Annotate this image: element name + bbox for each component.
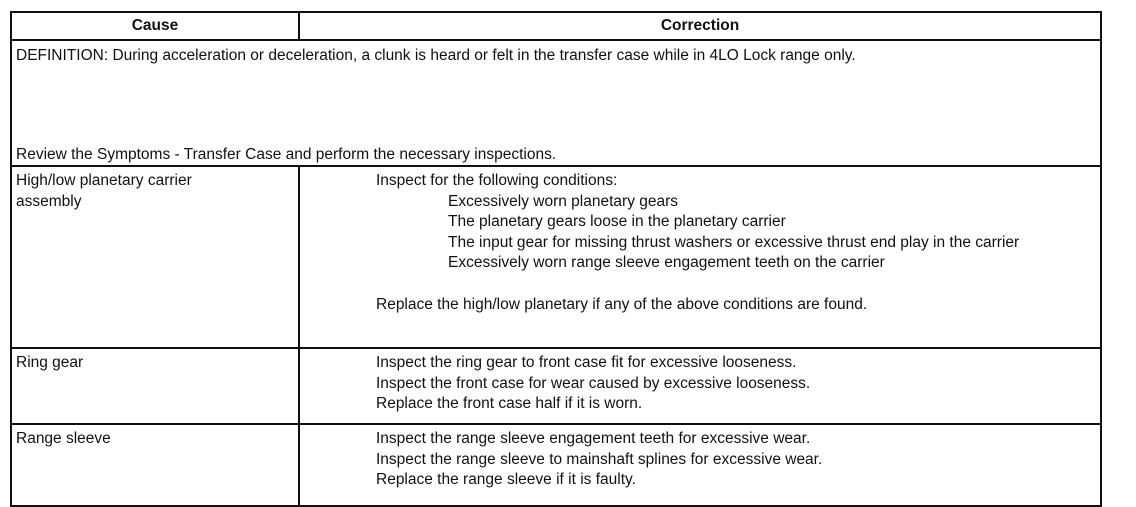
- table-row: [11, 424, 1101, 506]
- correction-outro: Replace the high/low planetary if any of the above conditions are found.: [376, 295, 868, 313]
- cause-text: Range sleeve: [16, 430, 111, 447]
- correction-line: Replace the front case half if it is worn.: [376, 395, 643, 412]
- correction-cell: [299, 424, 1101, 506]
- correction-line: Replace the range sleeve if it is faulty.: [376, 471, 636, 488]
- table-row: [11, 348, 1101, 424]
- correction-cell: [299, 348, 1101, 424]
- diagnostic-table-document: [10, 11, 1102, 507]
- header-row: [11, 12, 1101, 40]
- table-row: [11, 166, 1101, 348]
- cause-cell: [11, 424, 299, 506]
- correction-line: Inspect the ring gear to front case fit for excessive looseness.: [376, 354, 797, 371]
- cause-text: Ring gear: [16, 354, 84, 371]
- cause-text: High/low planetary carrier assembly: [16, 172, 192, 210]
- condition-list: [376, 192, 1068, 274]
- cause-correction-table: [10, 11, 1102, 507]
- condition-item: The planetary gears loose in the planetary carrier: [448, 213, 786, 230]
- definition-row: [11, 40, 1101, 166]
- definition-cell: [11, 40, 1101, 166]
- correction-cell: [299, 166, 1101, 348]
- cause-cell: [11, 166, 299, 348]
- correction-line: Inspect the range sleeve to mainshaft splines for excessive wear.: [376, 450, 823, 468]
- cause-column-header: Cause: [11, 12, 299, 40]
- correction-line: Inspect the front case for wear caused by excessive looseness.: [376, 374, 811, 392]
- condition-item: Excessively worn range sleeve engagement teeth on the carrier: [448, 254, 885, 271]
- correction-column-header: Correction: [299, 12, 1101, 40]
- condition-item: The input gear for missing thrust washers or excessive thrust end play in the carrier: [448, 233, 1020, 251]
- correction-intro: Inspect for the following conditions:: [376, 172, 618, 189]
- correction-line: Inspect the range sleeve engagement teeth for excessive wear.: [376, 430, 811, 447]
- cause-cell: [11, 348, 299, 424]
- spacer: [376, 274, 1100, 295]
- definition-text: DEFINITION: During acceleration or deceleration, a clunk is heard or felt in the transfer case while in 4LO Lock range only.: [16, 47, 856, 64]
- condition-item: Excessively worn planetary gears: [448, 192, 679, 210]
- review-symptoms-text: Review the Symptoms - Transfer Case and perform the necessary inspections.: [16, 146, 557, 163]
